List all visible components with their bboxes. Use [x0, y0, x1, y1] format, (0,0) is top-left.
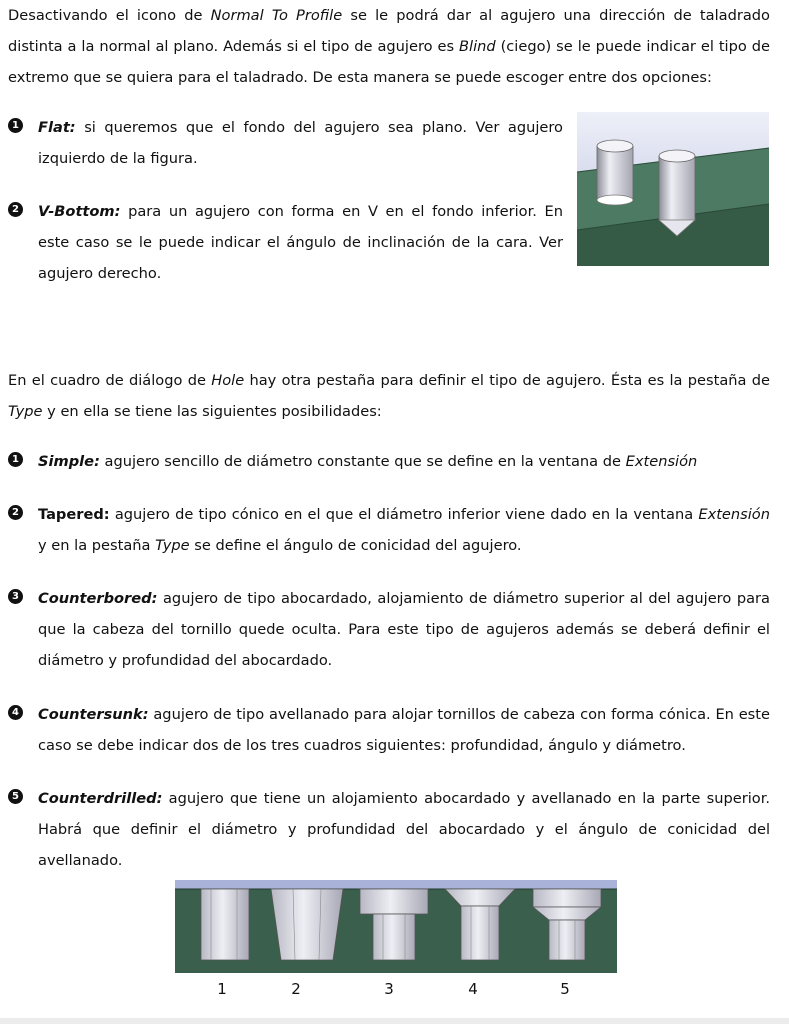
option-term: V-Bottom:: [38, 203, 121, 220]
number-badge: 4: [8, 705, 23, 720]
figure-label: 4: [468, 980, 478, 998]
type-term-label: Tapered:: [38, 506, 110, 523]
type-term-label: Simple:: [38, 453, 100, 470]
type-term-label: Countersunk:: [38, 706, 149, 723]
normal-to-profile-term: Normal To Profile: [210, 7, 343, 24]
number-badge: 1: [8, 452, 23, 467]
flat-vbottom-holes-figure: [577, 112, 769, 266]
option-term: Flat:: [38, 119, 76, 136]
type-term-label: Counterdrilled:: [38, 790, 163, 807]
type-counterdrilled: 5 Counterdrilled: agujero que tiene un alojamiento abocardado y avellanado en la parte superior. Habrá que definir el diámetro y profundidad del abocardado y el ángulo de conicidad del avellanado.: [8, 783, 770, 876]
hole-term: Hole: [211, 372, 245, 389]
type-tapered: 2 Tapered: agujero de tipo cónico en el que el diámetro inferior viene dado en la ventana Extensión y en la pestaña Type se define el ángulo de conicidad del agujero.: [8, 499, 770, 561]
option-flat: 1 Flat: si queremos que el fondo del agujero sea plano. Ver agujero izquierdo de la figura.: [8, 112, 563, 174]
option-v-bottom: 2 V-Bottom: para un agujero con forma en V en el fondo inferior. En este caso se le puede indicar el ángulo de inclinación de la cara. Ver agujero derecho.: [8, 196, 563, 289]
number-badge: 2: [8, 505, 23, 520]
type-term-label: Counterbored:: [38, 590, 158, 607]
number-badge: 5: [8, 789, 23, 804]
number-badge: 3: [8, 589, 23, 604]
figure-label: 3: [384, 980, 394, 998]
number-badge: 1: [8, 118, 23, 133]
type-simple: 1 Simple: agujero sencillo de diámetro constante que se define en la ventana de Extensión: [8, 446, 770, 477]
blind-term: Blind: [459, 38, 496, 55]
intro-paragraph: Desactivando el icono de Normal To Profile se le podrá dar al agujero una dirección de taladrado distinta a la normal al plano. Además si el tipo de agujero es Blind (ciego) se le puede indicar el tipo de extremo que se quiera para el taladrado. De esta manera se puede escoger entre dos opciones:: [8, 7, 770, 86]
hole-type-labels: [175, 980, 617, 1002]
figure-label: 5: [560, 980, 570, 998]
simple-hole-shape: [201, 889, 249, 960]
hole-types-figure: [175, 880, 617, 973]
type-term: Type: [8, 403, 43, 420]
page-bottom-divider: [0, 1018, 789, 1024]
type-countersunk: 4 Countersunk: agujero de tipo avellanado para alojar tornillos de cabeza con forma cónica. En este caso se debe indicar dos de los tres cuadros siguientes: profundidad, ángulo y diámetro.: [8, 699, 770, 761]
number-badge: 2: [8, 202, 23, 217]
tapered-hole-shape: [271, 889, 343, 960]
figure-label: 1: [217, 980, 227, 998]
type-counterbored: 3 Counterbored: agujero de tipo abocardado, alojamiento de diámetro superior al del agujero para que la cabeza del tornillo quede oculta. Para este tipo de agujeros además se deberá definir el diámetro y profundidad del abocardado.: [8, 583, 770, 676]
type-intro-paragraph: En el cuadro de diálogo de Hole hay otra pestaña para definir el tipo de agujero. Ésta es la pestaña de Type y en ella se tiene las siguientes posibilidades:: [8, 372, 770, 420]
figure-label: 2: [291, 980, 301, 998]
